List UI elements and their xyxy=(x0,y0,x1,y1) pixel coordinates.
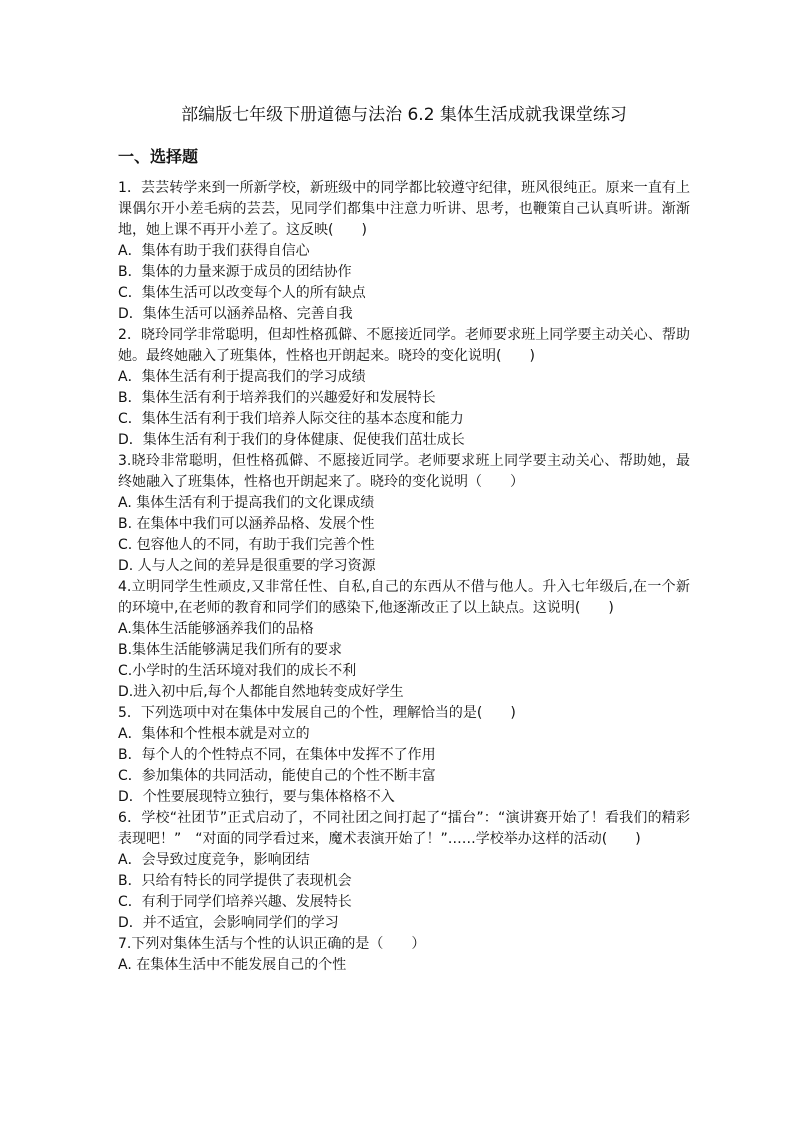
option-a: A. 集体生活有利于提高我们的文化课成绩 xyxy=(118,495,375,511)
option-c: C．集体生活有利于我们培养人际交往的基本态度和能力 xyxy=(118,411,464,427)
option-b: B. 在集体中我们可以涵养品格、发展个性 xyxy=(118,516,375,532)
question-stem: 4.立明同学生性顽皮,又非常任性、自私,自己的东西从不借与他人。升入七年级后,在一个新的环境中,在老师的教育和同学们的感染下,他逐渐改正了以上缺点。这说明( ) xyxy=(118,579,690,616)
option-a: A．集体生活有利于提高我们的学习成绩 xyxy=(118,369,366,385)
option-a: A．集体和个性根本就是对立的 xyxy=(118,726,310,742)
option-d: D. 人与人之间的差异是很重要的学习资源 xyxy=(118,558,376,574)
option-d: D.进入初中后,每个人都能自然地转变成好学生 xyxy=(118,684,404,700)
option-a: A. 在集体生活中不能发展自己的个性 xyxy=(118,957,347,973)
question-3 xyxy=(118,451,690,577)
question-2 xyxy=(118,325,690,451)
question-4 xyxy=(118,577,690,703)
option-b: B.集体生活能够满足我们所有的要求 xyxy=(118,642,343,658)
question-1 xyxy=(118,178,690,325)
option-c: C.小学时的生活环境对我们的成长不利 xyxy=(118,663,357,679)
option-d: D．集体生活可以涵养品格、完善自我 xyxy=(118,306,353,322)
option-d: D．并不适宜，会影响同学们的学习 xyxy=(118,915,339,931)
question-stem: 5．下列选项中对在集体中发展自己的个性，理解恰当的是( ) xyxy=(118,705,516,721)
option-b: B．集体的力量来源于成员的团结协作 xyxy=(118,264,352,280)
option-a: A．会导致过度竞争，影响团结 xyxy=(118,852,310,868)
option-d: D．个性要展现特立独行，要与集体格格不入 xyxy=(118,789,395,805)
question-7 xyxy=(118,934,690,976)
question-5 xyxy=(118,703,690,808)
section-heading: 一、选择题 xyxy=(118,147,199,166)
document-title: 部编版七年级下册道德与法治 6.2 集体生活成就我课堂练习 xyxy=(181,105,627,125)
option-c: C．参加集体的共同活动，能使自己的个性不断丰富 xyxy=(118,768,436,784)
question-stem: 3.晓玲非常聪明，但性格孤僻、不愿接近同学。老师要求班上同学要主动关心、帮助她，最终她融入了班集体，性格也开朗起来了。晓玲的变化说明（ ） xyxy=(118,453,690,490)
question-6 xyxy=(118,808,690,934)
question-stem: 2．晓玲同学非常聪明，但却性格孤僻、不愿接近同学。老师要求班上同学要主动关心、帮助她。最终她融入了班集体，性格也开朗起来。晓玲的变化说明( ) xyxy=(118,327,690,364)
option-a: A.集体生活能够涵养我们的品格 xyxy=(118,621,314,637)
option-b: B．每个人的个性特点不同，在集体中发挥不了作用 xyxy=(118,747,436,763)
option-c: C. 包容他人的不同，有助于我们完善个性 xyxy=(118,537,375,553)
option-c: C．有利于同学们培养兴趣、发展特长 xyxy=(118,894,352,910)
option-b: B．集体生活有利于培养我们的兴趣爱好和发展特长 xyxy=(118,390,436,406)
option-a: A．集体有助于我们获得自信心 xyxy=(118,243,310,259)
question-stem: 1．芸芸转学来到一所新学校，新班级中的同学都比较遵守纪律，班风很纯正。原来一直有上课偶尔开小差毛病的芸芸，见同学们都集中注意力听讲、思考，也鞭策自己认真听讲。渐渐地，她上课不再开小差了。这反映( ) xyxy=(118,180,690,238)
option-d: D．集体生活有利于我们的身体健康、促使我们茁壮成长 xyxy=(118,432,465,448)
option-b: B．只给有特长的同学提供了表现机会 xyxy=(118,873,352,889)
document-page xyxy=(118,100,690,976)
option-c: C．集体生活可以改变每个人的所有缺点 xyxy=(118,285,366,301)
question-stem: 7.下列对集体生活与个性的认识正确的是（ ） xyxy=(118,936,426,952)
question-stem: 6．学校“社团节”正式启动了，不同社团之间打起了“擂台”：“演讲赛开始了！看我们的精彩表现吧！” “对面的同学看过来，魔术表演开始了！”……学校举办这样的活动( ) xyxy=(118,810,690,847)
